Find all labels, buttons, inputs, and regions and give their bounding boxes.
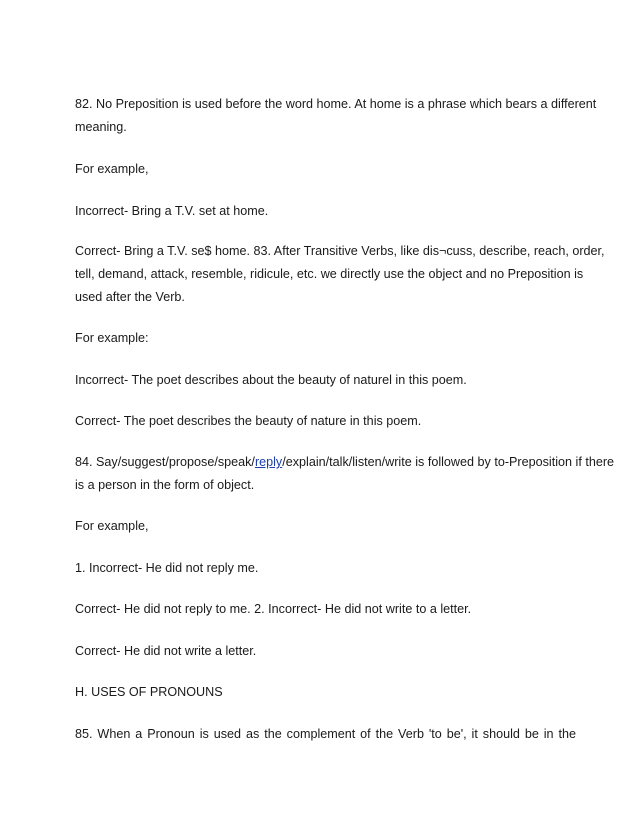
- correct-example-3: Correct- He did not reply to me. 2. Incorrect- He did not write to a letter.: [75, 602, 472, 616]
- incorrect-example-2: Incorrect- The poet describes about the beauty of naturel in this poem.: [75, 373, 467, 387]
- rule-82-line-2: meaning.: [75, 120, 127, 134]
- rule-84-prefix: 84. Say/suggest/propose/speak/: [75, 455, 255, 469]
- example-label-2: For example:: [75, 331, 149, 345]
- correct-83-line-2: tell, demand, attack, resemble, ridicule, etc. we directly use the object and no Preposition is: [75, 267, 584, 281]
- example-label-1: For example,: [75, 162, 149, 176]
- correct-example-2: Correct- The poet describes the beauty of nature in this poem.: [75, 414, 422, 428]
- incorrect-example-3: 1. Incorrect- He did not reply me.: [75, 561, 259, 575]
- reply-link[interactable]: reply: [254, 455, 283, 469]
- correct-83-line-1: Correct- Bring a T.V. se$ home. 83. After Transitive Verbs, like dis¬cuss, describe, reach, order,: [75, 244, 605, 258]
- correct-83-line-3: used after the Verb.: [75, 290, 185, 304]
- rule-85-line-1: 85. When a Pronoun is used as the complement of the Verb 'to be', it should be in the: [75, 727, 576, 741]
- incorrect-example-1: Incorrect- Bring a T.V. set at home.: [75, 204, 269, 218]
- rule-84-line-2: is a person in the form of object.: [75, 478, 255, 492]
- rule-84-suffix: /explain/talk/listen/write is followed by to-Preposition if there: [282, 455, 615, 469]
- rule-82-line-1: 82. No Preposition is used before the word home. At home is a phrase which bears a different: [75, 97, 597, 111]
- section-heading: H. USES OF PRONOUNS: [75, 685, 223, 699]
- correct-example-4: Correct- He did not write a letter.: [75, 644, 257, 658]
- rule-84-line-1: [75, 452, 615, 473]
- example-label-3: For example,: [75, 519, 149, 533]
